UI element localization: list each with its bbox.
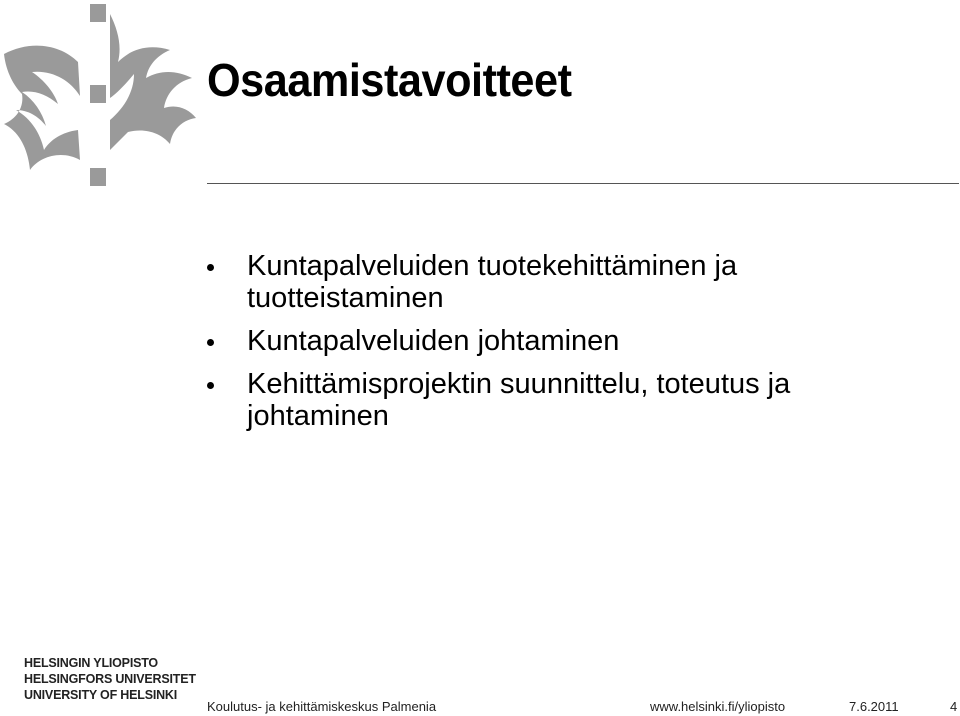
footer-organization: Koulutus- ja kehittämiskeskus Palmenia: [207, 699, 437, 714]
bullet-text: Kuntapalveluiden johtaminen: [247, 325, 620, 357]
title-divider: [207, 183, 959, 184]
bullet-item: [207, 250, 927, 314]
university-name-fi: HELSINGIN YLIOPISTO: [24, 656, 158, 670]
bullet-dot-icon: [207, 382, 214, 389]
bullet-text: Kuntapalveluiden tuotekehittäminen ja tuotteistaminen: [247, 250, 738, 314]
slide-title: Osaamistavoitteet: [207, 54, 572, 106]
bullet-list: [207, 250, 927, 443]
page-number: 4: [950, 699, 958, 714]
bullet-dot-icon: [207, 264, 214, 271]
bullet-item: [207, 325, 927, 357]
bullet-text: Kehittämisprojektin suunnittelu, toteutus ja johtaminen: [247, 368, 791, 432]
bullet-dot-icon: [207, 339, 214, 346]
university-name: [24, 655, 196, 703]
footer-date: 7.6.2011: [849, 699, 899, 714]
bullet-item: [207, 368, 927, 432]
flame-logo-icon: [0, 0, 200, 190]
university-name-en: UNIVERSITY OF HELSINKI: [24, 688, 178, 702]
university-name-sv: HELSINGFORS UNIVERSITET: [24, 672, 196, 686]
footer-url: www.helsinki.fi/yliopisto: [650, 699, 786, 714]
